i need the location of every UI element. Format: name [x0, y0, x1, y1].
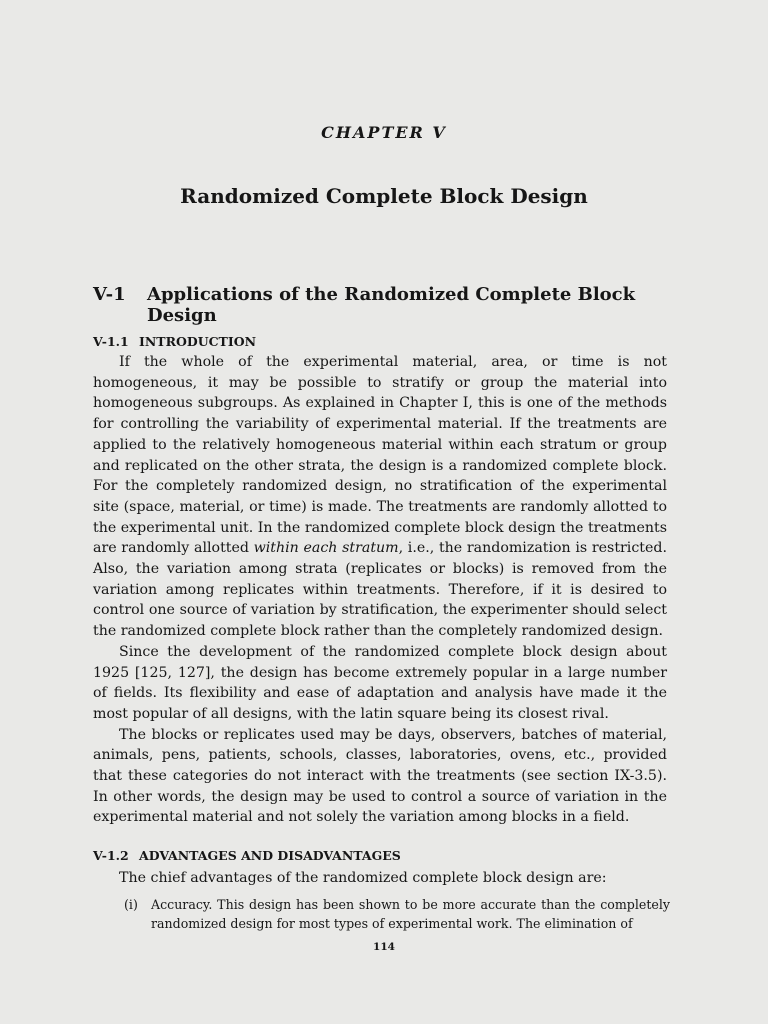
emphasis-text: within each stratum — [253, 540, 399, 557]
list-marker: (i) — [124, 897, 138, 912]
paragraph: The blocks or replicates used may be days, observers, batches of material, animals, pens, patients, schools, classes, laboratories, ovens, etc., provided that these categories do not interact with the treatments (see section IX-3.5). In other words, the design may be used to control a source of variation in the experimental material and not solely the variation among blocks in a field. — [93, 726, 667, 826]
chapter-label: CHAPTER V — [321, 123, 447, 142]
advantages-intro: The chief advantages of the randomized complete block design are: — [119, 870, 607, 886]
list-item — [124, 895, 670, 933]
subsection-number: V-1.1 — [93, 334, 129, 349]
subsection-heading-advantages — [93, 848, 401, 863]
subsection-heading-introduction — [93, 334, 256, 349]
page-number: 114 — [373, 941, 395, 953]
introduction-text — [93, 352, 667, 828]
subsection-number: V-1.2 — [93, 848, 129, 863]
paragraph-text: If the whole of the experimental material, area, or time is not homogeneous, it may be possible to stratify or group the material into homogeneous subgroups. As explained in Chapter I, this is one of the methods for controlling the variability of experimental material. If the treatments are applied to the relatively homogeneous material within each stratum or group and replicated on the other strata, the design is a randomized complete block. For the completely randomized design, no stratification of the experimental site (space, material, or time) is made. The treatments are randomly allotted to the experimental unit. In the randomized complete block design the treatments are randomly allotted — [93, 354, 667, 557]
section-title: Applications of the Randomized Complete Block Design — [147, 284, 636, 326]
paragraph-text: , i.e., the randomization is restricted. Also, the variation among strata (replicates or blocks) is removed from the variation among replicates within treatments. Therefore, if it is desired to control one source of variation by stratification, the experimenter should select the randomized complete block rather than the completely randomized design. — [93, 540, 667, 640]
advantages-list — [124, 895, 670, 933]
subsection-title: ADVANTAGES AND DISADVANTAGES — [139, 848, 401, 863]
section-number: V-1 — [93, 284, 126, 305]
section-heading — [93, 284, 673, 326]
chapter-title: Randomized Complete Block Design — [180, 184, 588, 208]
paragraph: Since the development of the randomized complete block design about 1925 [125, 127], the design has become extremely popular in a large number of fields. Its flexibility and ease of adaptation and analysis have made it the most popular of all designs, with the latin square being its closest rival. — [93, 643, 667, 722]
subsection-title: INTRODUCTION — [139, 334, 257, 349]
paragraph — [93, 352, 667, 642]
list-item-text: Accuracy. This design has been shown to be more accurate than the completely randomized design for most types of experimental work. The elimination of — [151, 897, 670, 931]
